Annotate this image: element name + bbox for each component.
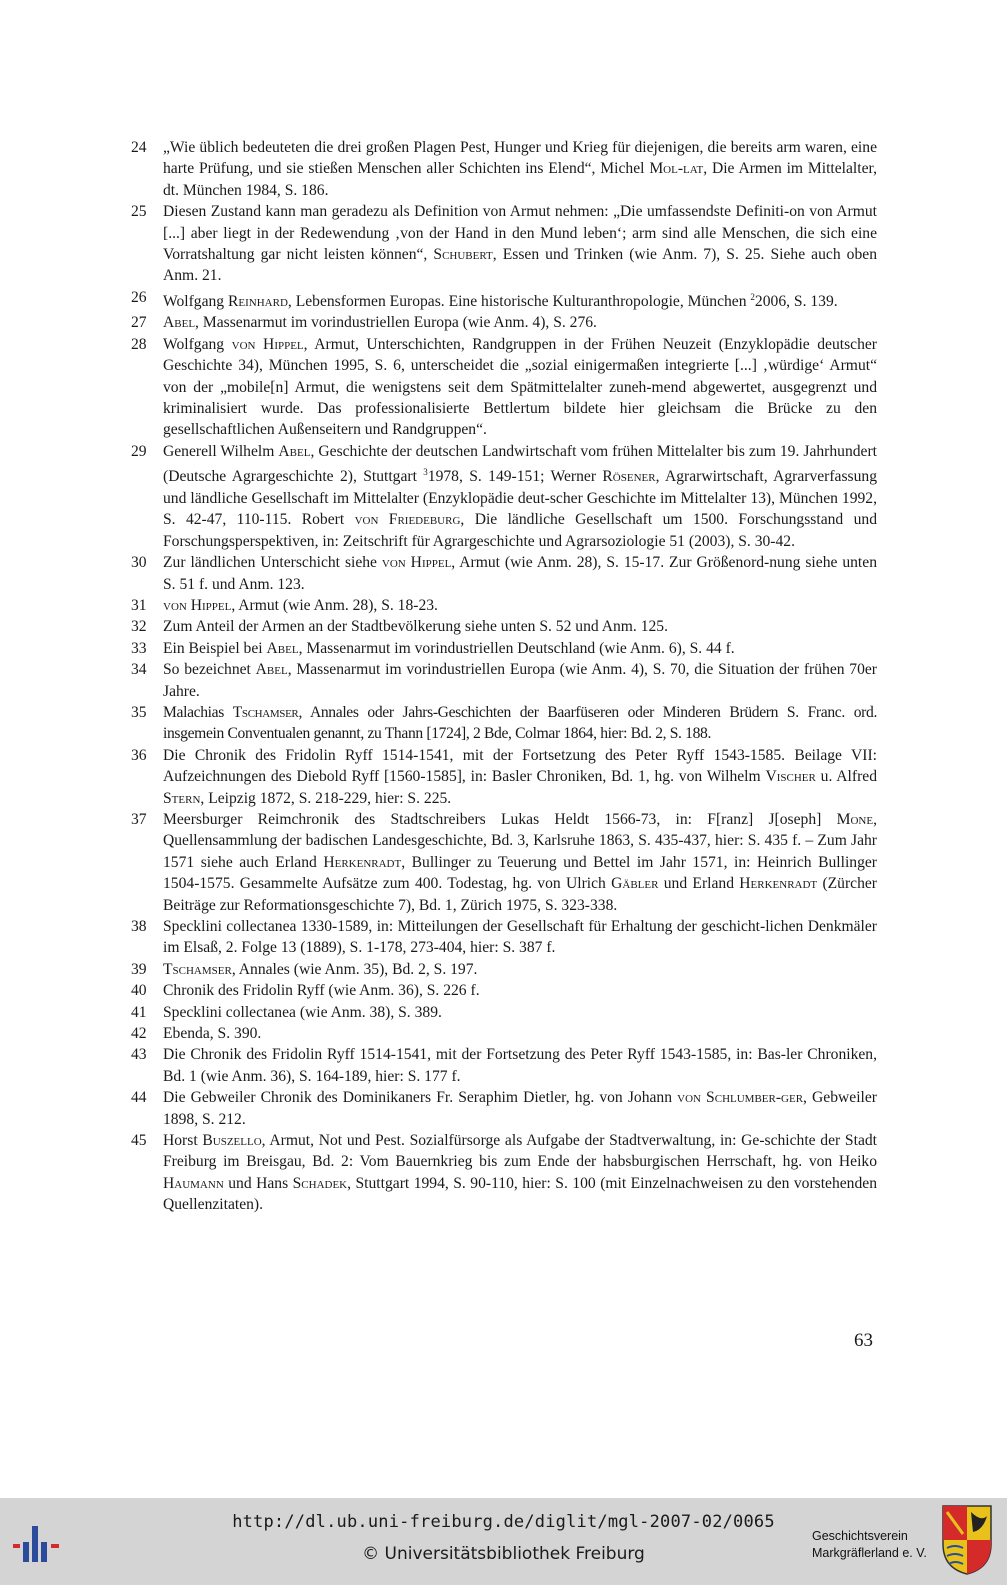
footnote-number: 38 (131, 918, 147, 935)
footnote-number: 25 (131, 203, 147, 221)
footnote-text: Specklini collectanea 1330-1589, in: Mitteilungen der Gesellschaft für Erhaltung der geschicht-lichen Denkmäler im Elsaß, 2. Folge 13 (1889), S. 1-178, 273-404, hier: S. 387 f. (163, 918, 877, 957)
footnote-number: 26 (131, 288, 147, 306)
footnote-text: Wolfgang Reinhard, Lebensformen Europas. Eine historische Kulturanthropologie, München $^2$2006, S. 139. (163, 291, 838, 311)
footnote-text: von Hippel, Armut (wie Anm. 28), S. 18-23. (163, 596, 438, 614)
footnote-number: 43 (131, 1046, 147, 1064)
footnote-number: 36 (131, 746, 147, 764)
footnote-number: 29 (131, 442, 147, 460)
footnote-number: 31 (131, 596, 147, 614)
coat-of-arms-icon (941, 1504, 993, 1576)
footnote-text: „Wie üblich bedeuteten die drei großen Plagen Pest, Hunger und Krieg für diejenigen, die bereits arm waren, eine harte Prüfung, und sie stießen Menschen aller Schichten ins Elend“, Michel Mol-lat, Die Armen im Mittelalter, dt. München 1984, S. 186. (163, 139, 877, 199)
footnote-41 (131, 1002, 877, 1023)
footnote-text: Ebenda, S. 390. (163, 1025, 262, 1043)
footnote-text: Die Chronik des Fridolin Ryff 1514-1541, mit der Fortsetzung des Peter Ryff 1543-1585. Beilage VII: Aufzeichnungen des Diebold Ryff [1560-1585], in: Basler Chroniken, Bd. 1, hg. von Wilhelm Vischer u. Alfred Stern, Leipzig 1872, S. 218-229, hier: S. 225. (163, 746, 877, 807)
footnote-32 (131, 616, 877, 637)
footnote-number: 40 (131, 982, 147, 1000)
footnote-31 (131, 595, 877, 616)
footnote-34 (131, 659, 877, 702)
footnote-text: Zum Anteil der Armen an der Stadtbevölkerung siehe unten S. 52 und Anm. 125. (163, 618, 668, 636)
footnote-43 (131, 1044, 877, 1087)
footnote-39 (131, 959, 877, 980)
footnote-29 (131, 441, 877, 552)
footnote-37 (131, 809, 877, 916)
footnote-text: Abel, Massenarmut im vorindustriellen Europa (wie Anm. 4), S. 276. (163, 314, 597, 332)
footnote-30 (131, 552, 877, 595)
footnote-text: Horst Buszello, Armut, Not und Pest. Sozialfürsorge als Aufgabe der Stadtverwaltung, in: Ge-schichte der Stadt Freiburg im Breisgau, Bd. 2: Vom Bauernkrieg bis zum Ende der habsburgischen Herrschaft, hg. von Heiko Haumann und Hans Schadek, Stuttgart 1994, S. 90-110, hier: S. 100 (mit Einzelnachweisen zu den vorstehenden Quellenzitaten). (163, 1132, 877, 1214)
footnote-24 (131, 137, 877, 201)
footnote-25 (131, 201, 877, 287)
footnote-45 (131, 1130, 877, 1216)
footnote-text: So bezeichnet Abel, Massenarmut im vorindustriellen Europa (wie Anm. 4), S. 70, die Situation der frühen 70er Jahre. (163, 661, 877, 700)
footnote-text: Die Gebweiler Chronik des Dominikaners Fr. Seraphim Dietler, hg. von Johann von Schlumber-ger, Gebweiler 1898, S. 212. (163, 1089, 877, 1128)
society-name-line2: Markgräflerland e. V. (812, 1546, 927, 1560)
footnote-text: Tschamser, Annales (wie Anm. 35), Bd. 2, S. 197. (163, 960, 478, 978)
footnote-number: 33 (131, 639, 147, 657)
society-name-line1: Geschichtsverein (812, 1529, 908, 1543)
footnote-number: 28 (131, 335, 147, 353)
footnote-text: Malachias Tschamser, Annales oder Jahrs-Geschichten der Baarfüseren oder Minderen Brüdern S. Franc. ord. insgemein Conventualen genannt, zu Thann [1724], 2 Bde, Colmar 1864, hier: Bd. 2, S. 188. (163, 703, 877, 743)
footnote-text: Wolfgang von Hippel, Armut, Unterschichten, Randgruppen in der Frühen Neuzeit (Enzyklopädie deutscher Geschichte 34), München 1995, S. 6, unterscheidet die „sozial einigermaßen integrierte [...] ‚würdige‘ Armut“ von der „mobile[n] Armut, die wenigstens seit dem Spätmittelalter zuneh-mend abgewertet, ausgegrenzt und kriminalisiert wurde. Das professionalisierte Bettlertum bildete hier gleichsam die Brücke zu den gesellschaftlichen Außenseitern und Randgruppen“. (163, 335, 877, 439)
footnote-26 (131, 287, 877, 313)
page-number: 63 (854, 1330, 873, 1351)
footnote-number: 41 (131, 1003, 147, 1021)
footnote-text: Zur ländlichen Unterschicht siehe von Hippel, Armut (wie Anm. 28), S. 15-17. Zur Größenord-nung siehe unten S. 51 f. und Anm. 123. (163, 554, 877, 593)
footnote-27 (131, 312, 877, 333)
society-name (812, 1528, 927, 1562)
footnote-text: Generell Wilhelm Abel, Geschichte der deutschen Landwirtschaft vom frühen Mittelalter bis zum 19. Jahrhundert (Deutsche Agrargeschichte 2), Stuttgart $^3$1978, S. 149-151; Werner Rösener, Agrarwirtschaft, Agrarverfassung und ländliche Gesellschaft im Mittelalter (Enzyklopädie deut-scher Geschichte im Mittelalter 13), München 1992, S. 42-47, 110-115. Robert von Friedeburg, Die ländliche Gesellschaft um 1500. Forschungsstand und Forschungsperspektiven, in: Zeitschrift für Agrargeschichte und Agrarsoziologie 51 (2003), S. 30-42. (163, 442, 878, 550)
footer-url-link[interactable]: http://dl.ub.uni-freiburg.de/diglit/mgl-2007-02/0065 (232, 1512, 775, 1532)
footnote-number: 45 (131, 1132, 147, 1150)
footnote-number: 37 (131, 810, 147, 828)
footnote-number: 27 (131, 314, 147, 332)
footnote-38 (131, 916, 877, 959)
footnote-text: Ein Beispiel bei Abel, Massenarmut im vorindustriellen Deutschland (wie Anm. 6), S. 44 f. (163, 639, 735, 657)
footnote-number: 34 (131, 661, 147, 679)
footnote-number: 32 (131, 618, 147, 636)
footnote-number: 35 (131, 703, 147, 721)
footnote-text: Diesen Zustand kann man geradezu als Definition von Armut nehmen: „Die umfassendste Definiti-on von Armut [...] aber liegt in der Redewendung ‚von der Hand in den Mund leben‘; arm sind alle Menschen, die sich eine Vorratshaltung gar nicht leisten können“, Schubert, Essen und Trinken (wie Anm. 7), S. 25. Siehe auch oben Anm. 21. (163, 203, 877, 285)
footer-bar (0, 1498, 1007, 1585)
footnote-list (131, 137, 877, 1216)
footnote-33 (131, 638, 877, 659)
footnote-number: 42 (131, 1025, 147, 1043)
footnote-number: 39 (131, 960, 147, 978)
footnote-35 (131, 702, 877, 745)
footnote-36 (131, 745, 877, 809)
footnote-number: 44 (131, 1089, 147, 1107)
footnote-number: 30 (131, 554, 147, 572)
footnote-text: Chronik des Fridolin Ryff (wie Anm. 36), S. 226 f. (163, 982, 480, 1000)
footnote-28 (131, 334, 877, 441)
footnote-40 (131, 980, 877, 1001)
footnote-text: Die Chronik des Fridolin Ryff 1514-1541, mit der Fortsetzung des Peter Ryff 1543-1585, in: Bas-ler Chroniken, Bd. 1 (wie Anm. 36), S. 164-189, hier: S. 177 f. (163, 1046, 877, 1085)
footnote-number: 24 (131, 139, 147, 156)
footnote-text: Specklini collectanea (wie Anm. 38), S. 389. (163, 1003, 442, 1021)
footnote-text: Meersburger Reimchronik des Stadtschreibers Lukas Heldt 1566-73, in: F[ranz] J[oseph] Mone, Quellensammlung der badischen Landesgeschichte, Bd. 3, Karlsruhe 1863, S. 435-437, hier: S. 435 f. – Zum Jahr 1571 siehe auch Erland Herkenradt, Bullinger zu Teuerung und Bettel im Jahr 1571, in: Heinrich Bullinger 1504-1575. Gesammelte Aufsätze zum 400. Todestag, hg. von Ulrich Gäbler und Erland Herkenradt (Zürcher Beiträge zur Reformationsgeschichte 7), Bd. 1, Zürich 1975, S. 323-338. (163, 810, 877, 914)
footnote-44 (131, 1087, 877, 1130)
footnote-42 (131, 1023, 877, 1044)
footer-copyright: © Universitätsbibliothek Freiburg (362, 1544, 645, 1564)
